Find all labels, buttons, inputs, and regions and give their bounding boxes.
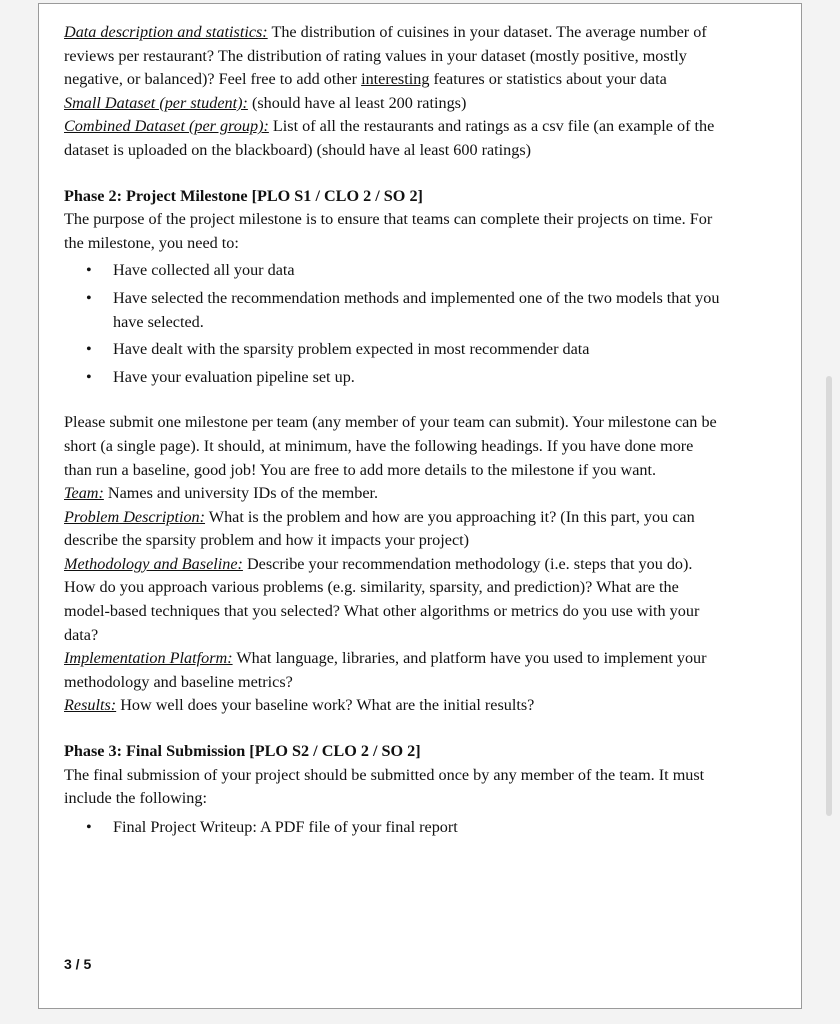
final-bullet-list	[64, 816, 724, 840]
bullet-icon: •	[86, 261, 92, 280]
list-item: • Have selected the recommendation methods and implemented one of the two models that you have selected.	[86, 288, 720, 331]
bullet-icon: •	[86, 817, 92, 836]
combined-dataset-label: Combined Dataset (per group):	[64, 117, 269, 136]
phase2-intro: The purpose of the project milestone is to ensure that teams can complete their projects on time. For the milestone, you need to:	[64, 210, 713, 252]
team-label: Team:	[64, 484, 104, 503]
interesting-link[interactable]: interesting	[361, 70, 430, 89]
implementation-label: Implementation Platform:	[64, 649, 233, 668]
phase2-heading: Phase 2: Project Milestone [PLO S1 / CLO 2 / SO 2]	[64, 186, 423, 205]
data-description-label: Data description and statistics:	[64, 23, 268, 41]
results-paragraph: Results: How well does your baseline work? What are the initial results?	[64, 696, 535, 715]
bullet-icon: •	[86, 340, 92, 359]
milestone-submit-paragraph: Please submit one milestone per team (any member of your team can submit). Your milestone can be short (a single page). It should, at minimum, have the following headings. If you have done more than run a baseline, good job! You are free to add more details to the milestone if you want.	[64, 413, 717, 479]
data-description-paragraph: Data description and statistics: The distribution of cuisines in your dataset. The average number of reviews per restaurant? The distribution of rating values in your dataset (mostly positive, mostly negative, or balanced)? Feel free to add other interesting features or statistics about your data	[64, 23, 707, 89]
list-item: • Have collected all your data	[64, 259, 724, 283]
list-item: • Have your evaluation pipeline set up.	[64, 366, 724, 390]
implementation-paragraph: Implementation Platform: What language, libraries, and platform have you used to implement your methodology and baseline metrics?	[64, 649, 707, 691]
methodology-label: Methodology and Baseline:	[64, 554, 243, 573]
team-paragraph: Team: Names and university IDs of the member.	[64, 484, 379, 503]
bullet-icon: •	[86, 367, 92, 386]
bullet-icon: •	[86, 288, 92, 307]
problem-description-label: Problem Description:	[64, 507, 206, 526]
page-number: 3 / 5	[64, 956, 92, 972]
phase3-heading: Phase 3: Final Submission [PLO S2 / CLO 2 / SO 2]	[64, 742, 421, 761]
list-item: • Have dealt with the sparsity problem expected in most recommender data	[64, 338, 724, 362]
scrollbar-thumb[interactable]	[826, 376, 832, 816]
small-dataset-label: Small Dataset (per student):	[64, 93, 248, 112]
results-label: Results:	[64, 696, 117, 715]
milestone-bullet-list	[64, 259, 724, 389]
problem-description-paragraph: Problem Description: What is the problem and how are you approaching it? (In this part, you can describe the sparsity problem and how it impacts your project)	[64, 507, 695, 550]
small-dataset-paragraph: Small Dataset (per student): (should have al least 200 ratings)	[64, 93, 467, 112]
combined-dataset-paragraph: Combined Dataset (per group): List of all the restaurants and ratings as a csv file (an example of the dataset is uploaded on the blackboard) (should have al least 600 ratings)	[64, 117, 715, 159]
methodology-paragraph: Methodology and Baseline: Describe your recommendation methodology (i.e. steps that you do). How do you approach various problems (e.g. similarity, sparsity, and prediction)? What are the model-based techniques that you selected? What other algorithms or metrics do you use with your data?	[64, 554, 700, 644]
phase3-intro: The final submission of your project should be submitted once by any member of the team. It must include the following:	[64, 765, 705, 808]
page-content	[64, 21, 724, 839]
list-item: • Final Project Writeup: A PDF file of your final report	[64, 816, 724, 840]
